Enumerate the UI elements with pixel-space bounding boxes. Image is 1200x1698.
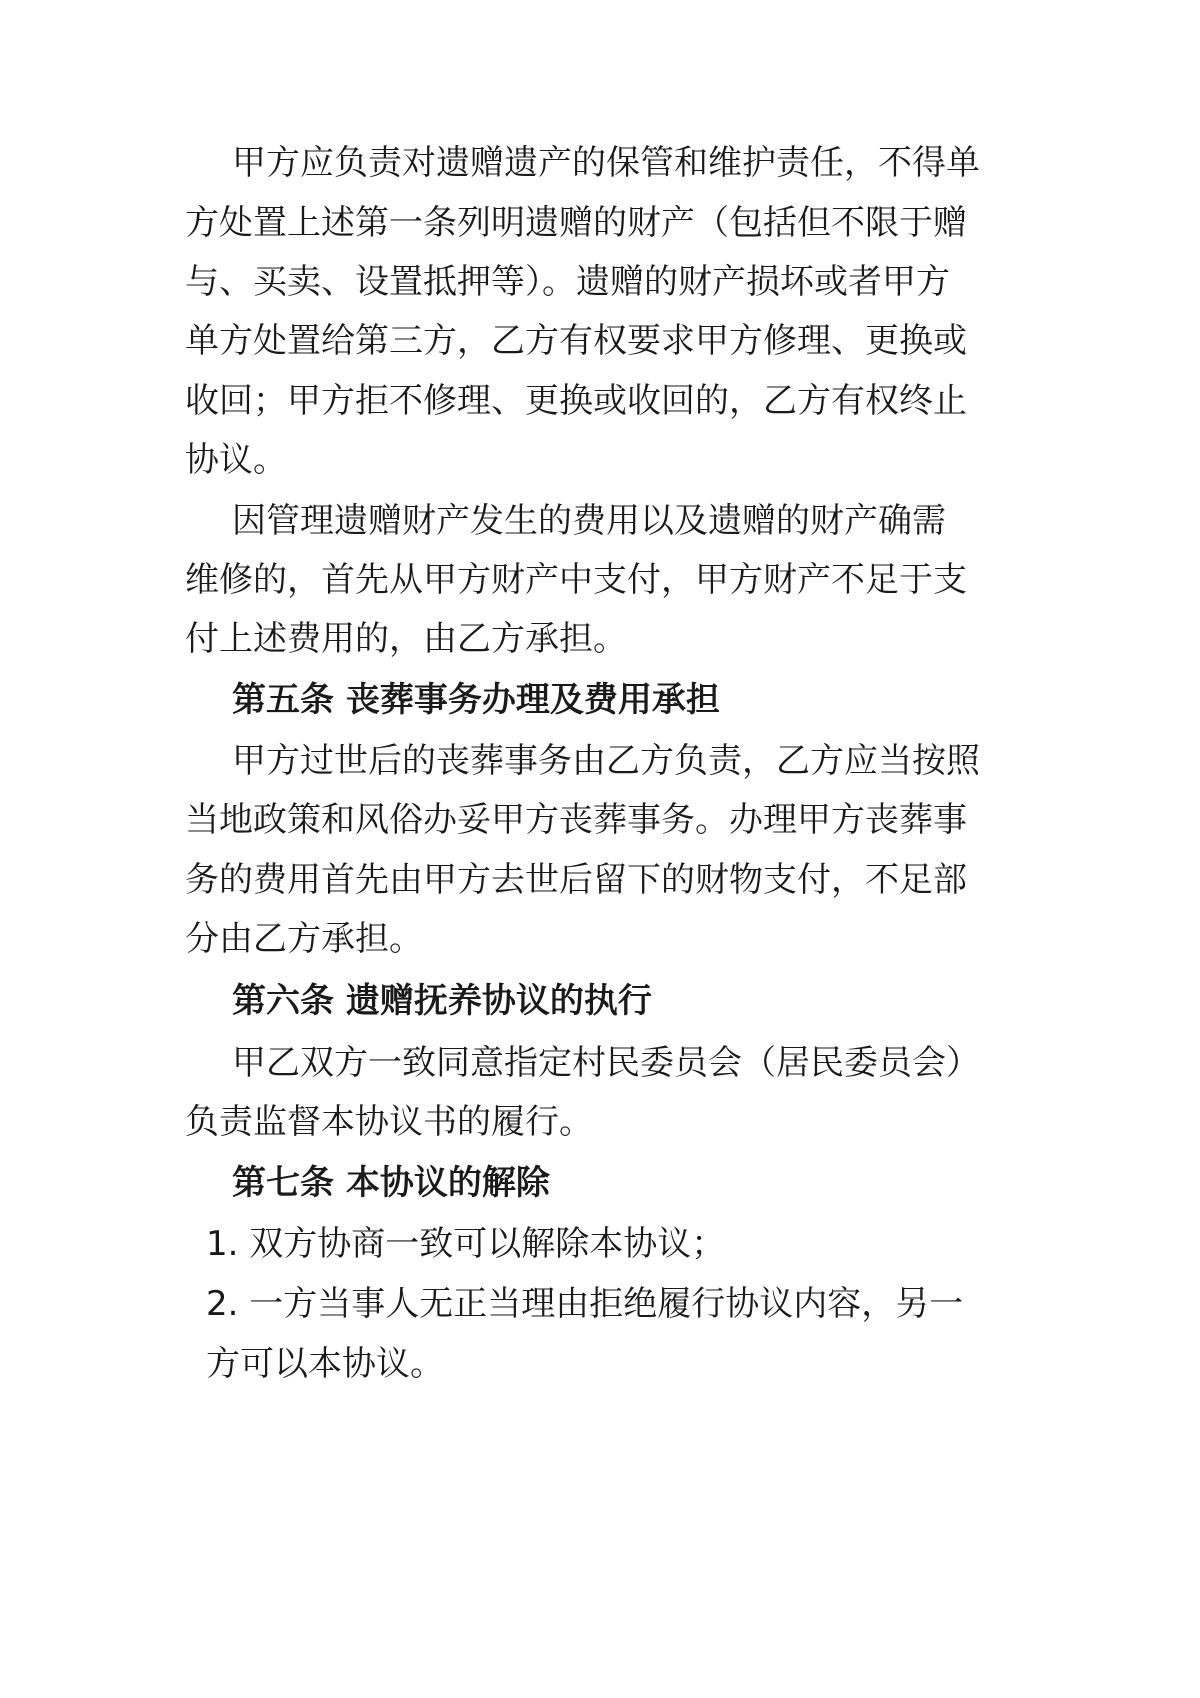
list-item: 2. 一方当事人无正当理由拒绝履行协议内容，另一	[206, 1284, 964, 1324]
paragraph-line: 甲方过世后的丧葬事务由乙方负责，乙方应当按照	[232, 741, 980, 781]
paragraph-line: 务的费用首先由甲方去世后留下的财物支付，不足部	[185, 860, 967, 900]
list-item: 1. 双方协商一致可以解除本协议；	[206, 1224, 726, 1264]
section-heading-6: 第六条 遗赠抚养协议的执行	[232, 981, 652, 1021]
paragraph-line: 方处置上述第一条列明遗赠的财产（包括但不限于赠	[185, 203, 967, 243]
section-heading-7: 第七条 本协议的解除	[232, 1163, 550, 1203]
paragraph-line: 甲乙双方一致同意指定村民委员会（居民委员会）	[232, 1043, 980, 1083]
paragraph-line: 因管理遗赠财产发生的费用以及遗赠的财产确需	[232, 501, 946, 541]
paragraph-line: 收回；甲方拒不修理、更换或收回的，乙方有权终止	[185, 381, 967, 421]
paragraph-line: 维修的，首先从甲方财产中支付，甲方财产不足于支	[185, 560, 967, 600]
paragraph-line: 付上述费用的，由乙方承担。	[185, 619, 627, 659]
paragraph-line: 当地政策和风俗办妥甲方丧葬事务。办理甲方丧葬事	[185, 800, 967, 840]
paragraph-line: 单方处置给第三方，乙方有权要求甲方修理、更换或	[185, 321, 967, 361]
paragraph-line: 甲方应负责对遗赠遗产的保管和维护责任，不得单	[232, 143, 980, 183]
list-item-continuation: 方可以本协议。	[206, 1344, 444, 1384]
paragraph-line: 与、买卖、设置抵押等）。遗赠的财产损坏或者甲方	[185, 262, 950, 302]
section-heading-5: 第五条 丧葬事务办理及费用承担	[232, 680, 720, 720]
paragraph-line: 分由乙方承担。	[185, 919, 423, 959]
paragraph-line: 协议。	[185, 440, 287, 480]
paragraph-line: 负责监督本协议书的履行。	[185, 1102, 593, 1142]
